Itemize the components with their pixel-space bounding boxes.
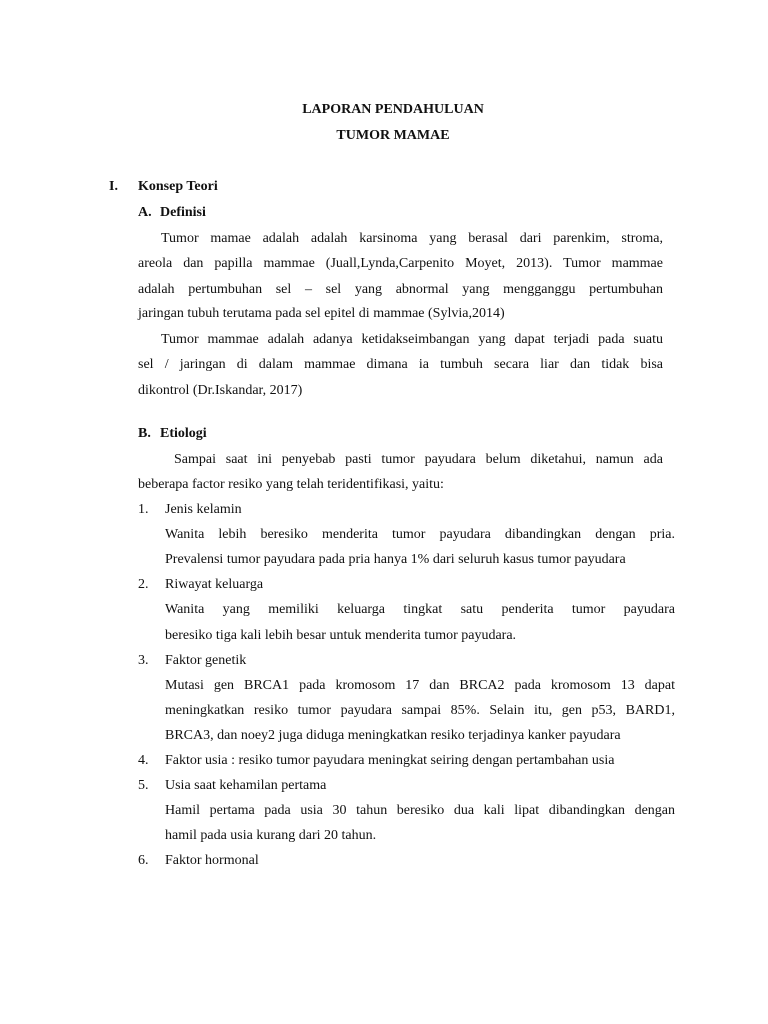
list-item-number: 3. (138, 653, 149, 668)
list-item-number: 6. (138, 853, 149, 868)
list-item-line: hamil pada usia kurang dari 20 tahun. (165, 828, 377, 843)
list-item-line: BRCA3, dan noey2 juga diduga meningkatkan resiko terjadinya kanker payudara (165, 728, 621, 743)
list-item-line: Hamil pertama pada usia 30 tahun beresiko dua kali lipat dibandingkan dengan (165, 803, 675, 818)
list-item-line: meningkatkan resiko tumor payudara sampai 85%. Selain itu, gen p53, BARD1, (165, 703, 675, 718)
list-item-number: 1. (138, 502, 149, 517)
etiology-intro-line-1: Sampai saat ini penyebab pasti tumor payudara belum diketahui, namun ada (174, 452, 663, 467)
list-item-number: 2. (138, 577, 149, 592)
list-item-title: Usia saat kehamilan pertama (165, 778, 327, 793)
definition-line-1: Tumor mamae adalah adalah karsinoma yang berasal dari parenkim, stroma, (161, 231, 663, 246)
definition-line-2: areola dan papilla mammae (Juall,Lynda,Carpenito Moyet, 2013). Tumor mammae (138, 256, 663, 271)
subsection-a-heading: Definisi (160, 205, 206, 220)
list-item-title: Faktor hormonal (165, 853, 259, 868)
subsection-a-marker: A. (138, 205, 152, 220)
definition-line-5: Tumor mammae adalah adanya ketidakseimbangan yang dapat terjadi pada suatu (161, 332, 663, 347)
list-item-number: 4. (138, 753, 149, 768)
subsection-b-heading: Etiologi (160, 426, 207, 441)
section-numeral: I. (109, 179, 118, 194)
document-subtitle: TUMOR MAMAE (336, 128, 450, 143)
definition-line-4: jaringan tubuh terutama pada sel epitel di mammae (Sylvia,2014) (138, 306, 505, 321)
definition-line-3: adalah pertumbuhan sel – sel yang abnormal yang mengganggu pertumbuhan (138, 282, 663, 297)
definition-line-6: sel / jaringan di dalam mammae dimana ia tumbuh secara liar dan tidak bisa (138, 357, 663, 372)
list-item-title: Jenis kelamin (165, 502, 242, 517)
list-item-number: 5. (138, 778, 149, 793)
etiology-intro-line-2: beberapa factor resiko yang telah teridentifikasi, yaitu: (138, 477, 444, 492)
list-item-line: Wanita lebih beresiko menderita tumor payudara dibandingkan dengan pria. (165, 527, 675, 542)
section-heading: Konsep Teori (138, 179, 218, 194)
list-item-line: Wanita yang memiliki keluarga tingkat satu penderita tumor payudara (165, 602, 675, 617)
definition-line-7: dikontrol (Dr.Iskandar, 2017) (138, 383, 303, 398)
list-item-title: Faktor usia : resiko tumor payudara meningkat seiring dengan pertambahan usia (165, 753, 615, 768)
list-item-line: Mutasi gen BRCA1 pada kromosom 17 dan BRCA2 pada kromosom 13 dapat (165, 678, 675, 693)
list-item-line: beresiko tiga kali lebih besar untuk menderita tumor payudara. (165, 628, 517, 643)
list-item-title: Riwayat keluarga (165, 577, 264, 592)
subsection-b-marker: B. (138, 426, 151, 441)
list-item-title: Faktor genetik (165, 653, 247, 668)
document-title: LAPORAN PENDAHULUAN (302, 102, 484, 117)
list-item-line: Prevalensi tumor payudara pada pria hanya 1% dari seluruh kasus tumor payudara (165, 552, 626, 567)
